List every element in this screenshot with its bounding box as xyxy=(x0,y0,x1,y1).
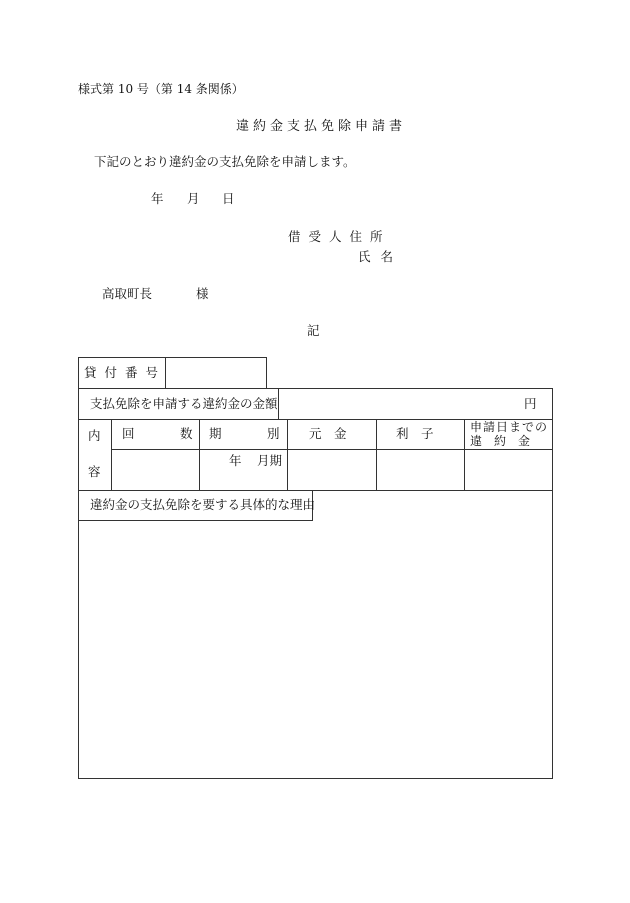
header-ki: 期 xyxy=(209,426,222,441)
header-kazu: 数 xyxy=(180,426,193,441)
content-header-bottom xyxy=(111,449,553,450)
content-label-bottom: 容 xyxy=(88,464,101,479)
applicant-name-label: 氏名 xyxy=(358,249,404,264)
content-divider-1 xyxy=(111,419,112,490)
header-kai: 回 xyxy=(122,426,135,441)
intro-text: 下記のとおり違約金の支払免除を申請します。 xyxy=(94,154,356,169)
applicant-address-label: 借受人住所 xyxy=(288,229,391,244)
content-divider-3 xyxy=(287,419,288,490)
amount-divider xyxy=(278,388,279,419)
date-day: 日 xyxy=(222,191,235,206)
loan-number-label: 貸付番号 xyxy=(84,365,167,380)
document-title: 違約金支払免除申請書 xyxy=(236,119,407,134)
date-year: 年 xyxy=(151,191,164,206)
loan-number-value-cell xyxy=(165,357,267,389)
header-betsu: 別 xyxy=(267,426,280,441)
content-divider-4 xyxy=(376,419,377,490)
content-label-top: 内 xyxy=(88,428,101,443)
header-penalty-line1: 申請日までの xyxy=(470,420,549,434)
amount-label: 支払免除を申請する違約金の金額 xyxy=(90,396,278,411)
content-divider-2 xyxy=(199,419,200,490)
reason-label: 違約金の支払免除を要する具体的な理由 xyxy=(90,497,316,512)
header-penalty-line2: 違 約 金 xyxy=(470,434,531,448)
header-ganko: 元 金 xyxy=(309,426,347,441)
form-number: 様式第 10 号（第 14 条関係） xyxy=(78,82,244,96)
ki-label: 記 xyxy=(307,323,320,338)
period-year: 年 xyxy=(229,453,242,468)
reason-text-area xyxy=(79,521,552,777)
period-suffix: 月期 xyxy=(257,453,283,468)
addressee-name: 高取町長 xyxy=(102,286,153,301)
content-divider-5 xyxy=(464,419,465,490)
amount-unit: 円 xyxy=(524,396,537,411)
date-month: 月 xyxy=(187,191,200,206)
header-rishi: 利 子 xyxy=(396,426,434,441)
addressee-honorific: 様 xyxy=(196,286,209,301)
